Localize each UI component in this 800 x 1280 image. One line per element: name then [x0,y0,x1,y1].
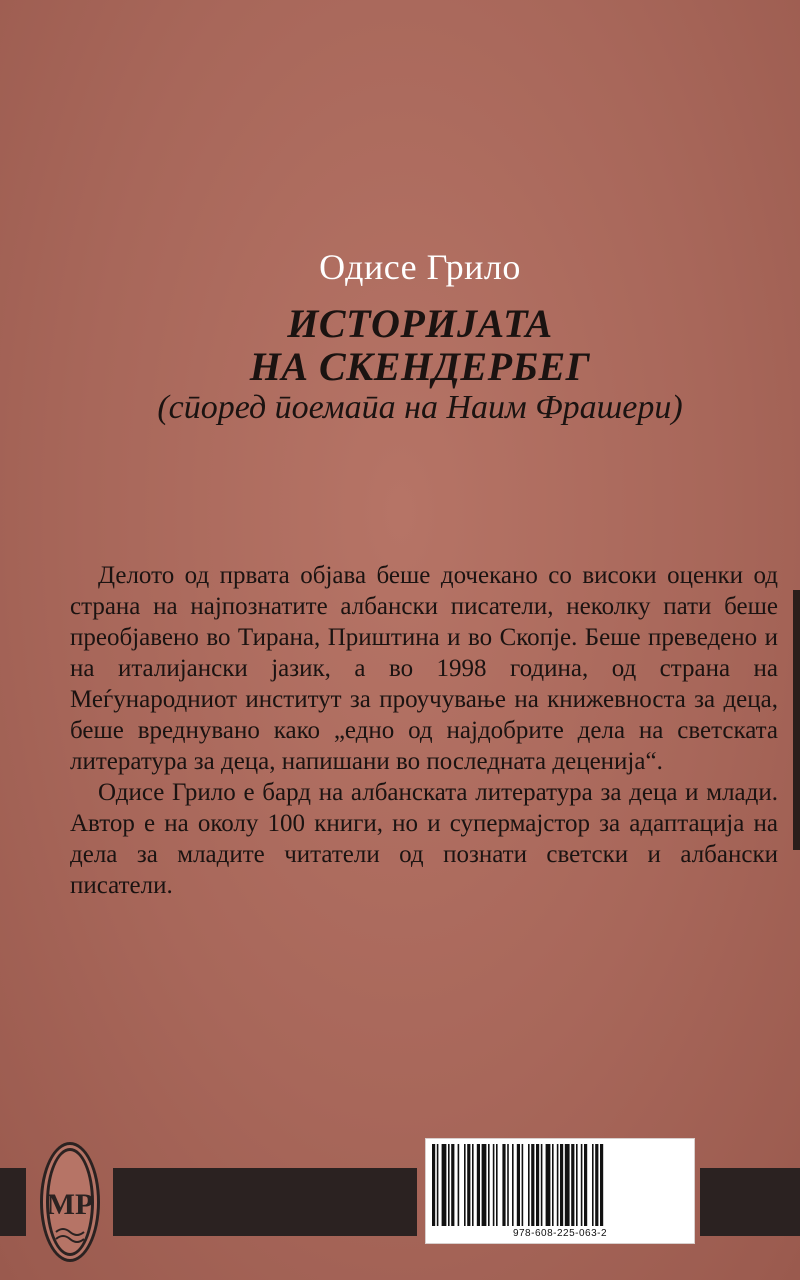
barcode-bars [432,1144,688,1226]
barcode [425,1138,695,1244]
book-title-line1: ИСТОРИЈАТА [287,301,553,346]
decorative-bar [0,1168,26,1236]
description-paragraph: Делото од првата објава беше дочекано со високи оценки од страна на најпознатите албански писатели, неколку пати беше преобјавено во Тирана, Приштина и во Скопје. Беше преведено и на италијански јазик, а во 1998 година, од страна на Меѓународниот институт за проучување на книжевноста за деца, беше вреднувано како „едно од најдобрите дела на светската литература за деца, напишани во последната деценија“. [70,562,778,775]
publisher-monogram-icon [38,1140,102,1264]
author-name: Одисе Грило [319,247,521,287]
edge-strip [793,590,800,850]
isbn-number: 978-608-225-063-2 [512,1228,608,1239]
book-subtitle: (сӣоред ӣоемаӣа на Наим Фрашери) [157,389,683,426]
svg-text:MP: MP [46,1188,94,1221]
decorative-bar [113,1168,417,1236]
description-paragraph: Одисе Грило е бард на албанската литература за деца и млади. Автор е на околу 100 книги, но и супермајстор за адаптација на дела за младите читатели од познати светски и албански писатели. [70,779,778,899]
decorative-bar [700,1168,800,1236]
book-title-line2: НА СКЕНДЕРБЕГ [249,344,591,389]
description-text [70,560,778,901]
